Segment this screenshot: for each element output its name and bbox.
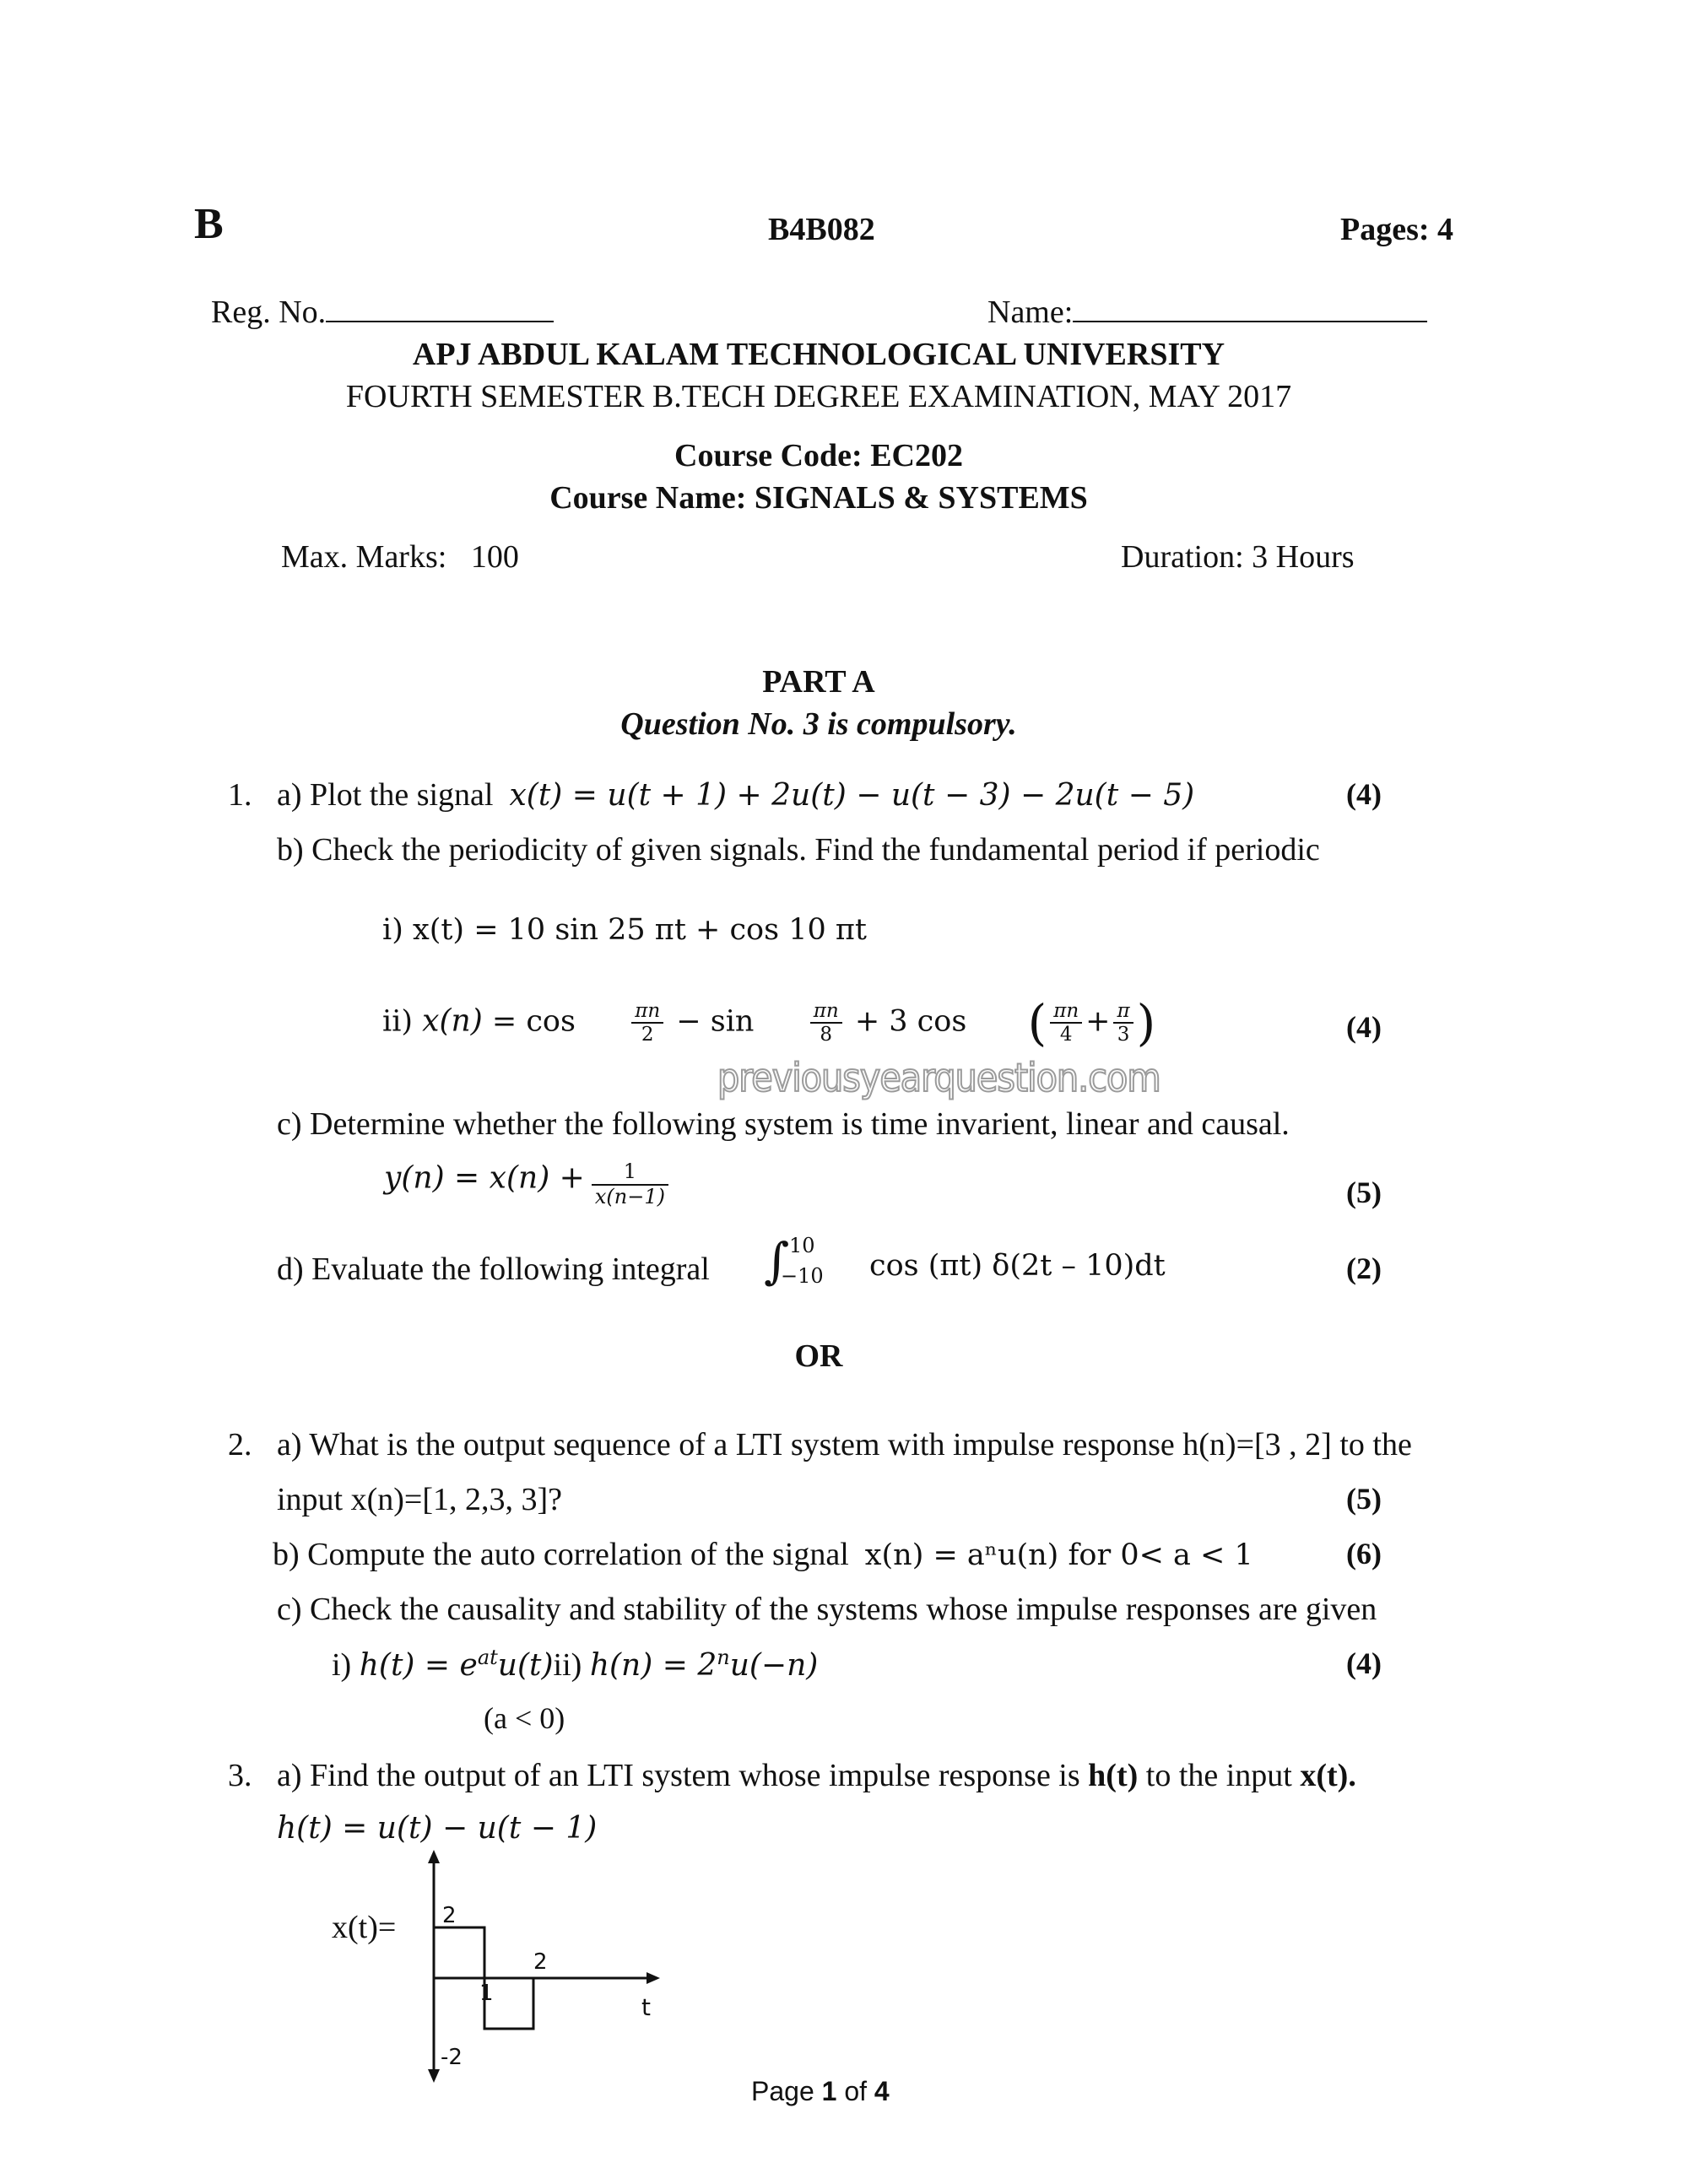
q2c-i-eq: h(t) = e bbox=[359, 1648, 478, 1683]
q2b-marks: (6) bbox=[1346, 1537, 1382, 1570]
q2c-condition: (a < 0) bbox=[484, 1701, 565, 1735]
course-name: Course Name: SIGNALS & SYSTEMS bbox=[549, 480, 1088, 516]
q1d-text: d) Evaluate the following integral bbox=[277, 1251, 710, 1287]
course-code: Course Code: EC202 bbox=[674, 438, 963, 473]
tick-label-x-2: 2 bbox=[533, 1949, 548, 1975]
q1b-marks: (4) bbox=[1346, 1010, 1382, 1044]
page-footer: Page 1 of 4 bbox=[751, 2076, 890, 2106]
q1b-ii-lhs: x(n) bbox=[422, 1003, 483, 1039]
reg-no-label: Reg. No. bbox=[211, 295, 327, 330]
duration: Duration: 3 Hours bbox=[1121, 539, 1355, 575]
q1b-text: b) Check the periodicity of given signals. Find the fundamental period if periodic bbox=[277, 832, 1320, 868]
q2c-ii-eq: h(n) = 2 bbox=[589, 1648, 717, 1683]
q1b-ii-cos: = cos bbox=[482, 1004, 576, 1039]
q2a-marks: (5) bbox=[1346, 1482, 1382, 1516]
q3a-label: a) Find the output of an LTI system whose impulse response is bbox=[277, 1758, 1089, 1793]
paper-code: B4B082 bbox=[768, 212, 875, 247]
tick-label-y-neg2: -2 bbox=[441, 2045, 463, 2070]
q2b-text bbox=[273, 1536, 1253, 1573]
page-count: Pages: 4 bbox=[1340, 212, 1454, 247]
tick-label-x-1: 1 bbox=[479, 1981, 494, 2006]
q3a-text: a) Find the output of an LTI system whose impulse response is h(t) to the input x(t). bbox=[277, 1758, 1356, 1793]
y-axis-arrow-down-icon bbox=[428, 2069, 440, 2083]
q1b-ii-frac2: $\frac{\pi n}{8}$ bbox=[810, 1000, 842, 1046]
positive-pulse bbox=[434, 1927, 484, 1978]
q1b-ii-plus: + bbox=[1085, 1004, 1111, 1039]
q1a-marks: (4) bbox=[1346, 777, 1382, 811]
q2c-text: c) Check the causality and stability of the systems whose impulse responses are given bbox=[277, 1592, 1377, 1627]
axis-label-t: t bbox=[641, 1993, 651, 2021]
q1b-i: i) x(t) = 10 sin 25 πt + cos 10 πt bbox=[382, 913, 867, 947]
q1d-integrand: cos (πt) δ(2t – 10)dt bbox=[869, 1249, 1166, 1283]
q3-number: 3. bbox=[228, 1758, 252, 1793]
q2a-text-line2: input x(n)=[1, 2,3, 3]? bbox=[277, 1482, 563, 1517]
exam-title: FOURTH SEMESTER B.TECH DEGREE EXAMINATION, MAY 2017 bbox=[345, 379, 1292, 414]
q1b-ii-frac3: $\frac{\pi n}{4}$ bbox=[1050, 1000, 1082, 1046]
university-title: APJ ABDUL KALAM TECHNOLOGICAL UNIVERSITY bbox=[412, 337, 1225, 372]
q1a-label: a) Plot the signal bbox=[277, 777, 494, 813]
q1b-ii-3cos: + 3 cos bbox=[845, 1004, 967, 1039]
max-marks-label: Max. Marks: bbox=[281, 539, 447, 575]
watermark: previousyearquestion.com bbox=[717, 1055, 1160, 1100]
q1b-ii-label: ii) bbox=[382, 1004, 423, 1039]
q2c-marks: (4) bbox=[1346, 1646, 1382, 1680]
max-marks bbox=[281, 538, 519, 576]
q1d-marks: (2) bbox=[1346, 1251, 1382, 1285]
name-label: Name: bbox=[987, 295, 1074, 330]
q1c-text: c) Determine whether the following system is time invarient, linear and causal. bbox=[277, 1106, 1290, 1142]
y-axis-arrow-up-icon bbox=[428, 1850, 440, 1863]
q1d-lower-limit: −10 bbox=[781, 1264, 824, 1288]
q2a-text-line1: a) What is the output sequence of a LTI system with impulse response h(n)=[3 , 2] to the bbox=[277, 1427, 1412, 1462]
q2b-equation: x(n) = aⁿu(n) for 0< a < 1 bbox=[864, 1538, 1253, 1572]
q1c-frac: $\frac{1}{x(n-1)}$ bbox=[592, 1160, 668, 1208]
q2c-i-label: i) bbox=[332, 1647, 360, 1683]
q3-h-definition: h(t) = u(t) − u(t − 1) bbox=[277, 1811, 598, 1846]
q1b-ii-frac1: $\frac{\pi n}{2}$ bbox=[631, 1000, 663, 1046]
q2c-systems: i) $h(t) = e^{at}u(t)ii$) $h(n) = 2^nu(-n)$ bbox=[332, 1646, 819, 1683]
q1c-marks: (5) bbox=[1346, 1176, 1382, 1209]
reg-no-field bbox=[211, 294, 554, 331]
current-page: 1 bbox=[821, 2076, 837, 2106]
name-field bbox=[987, 294, 1427, 331]
total-pages: 4 bbox=[874, 2076, 890, 2106]
name-blank bbox=[1073, 295, 1427, 322]
graph-label: x(t)= bbox=[332, 1910, 397, 1945]
q1a-equation: x(t) = u(t + 1) + 2u(t) − u(t − 3) − 2u(t − 5) bbox=[509, 778, 1195, 813]
q3a-h: h(t) bbox=[1088, 1758, 1139, 1793]
or-separator: OR bbox=[794, 1338, 843, 1374]
max-marks-value: 100 bbox=[470, 539, 519, 575]
integral-sign-icon: ∫ bbox=[764, 1232, 790, 1289]
part-heading: PART A bbox=[762, 664, 875, 700]
q1b-ii-sin: − sin bbox=[667, 1004, 755, 1039]
q2c-ii-label: ii) bbox=[553, 1647, 590, 1683]
q1a-text bbox=[277, 776, 1194, 814]
reg-no-blank bbox=[326, 295, 554, 322]
q1c-lhs: y(n) = x(n) + bbox=[384, 1160, 585, 1196]
q2b-label: b) Compute the auto correlation of the signal bbox=[273, 1537, 849, 1572]
q1d-upper-limit: 10 bbox=[789, 1234, 815, 1257]
q2-number: 2. bbox=[228, 1427, 252, 1462]
q1c-equation bbox=[384, 1160, 672, 1208]
x-axis-arrow-icon bbox=[647, 1972, 660, 1984]
compulsory-note: Question No. 3 is compulsory. bbox=[620, 706, 1017, 742]
tick-label-y-2: 2 bbox=[442, 1903, 457, 1928]
q3a-x: x(t). bbox=[1300, 1758, 1356, 1793]
q1b-ii: ii) x(n) = cos $\frac{\pi n}{2}$ − sin $\frac{\pi n}{8}$ + 3 cos ( $\frac{\pi n}{4}$ + $\frac{\pi}{3}$ ) bbox=[382, 994, 1156, 1051]
series-letter: B bbox=[194, 200, 224, 248]
q1-number: 1. bbox=[228, 777, 252, 813]
xt-signal-graph bbox=[405, 1848, 675, 2084]
q1b-ii-frac4: $\frac{\pi}{3}$ bbox=[1113, 1000, 1133, 1046]
